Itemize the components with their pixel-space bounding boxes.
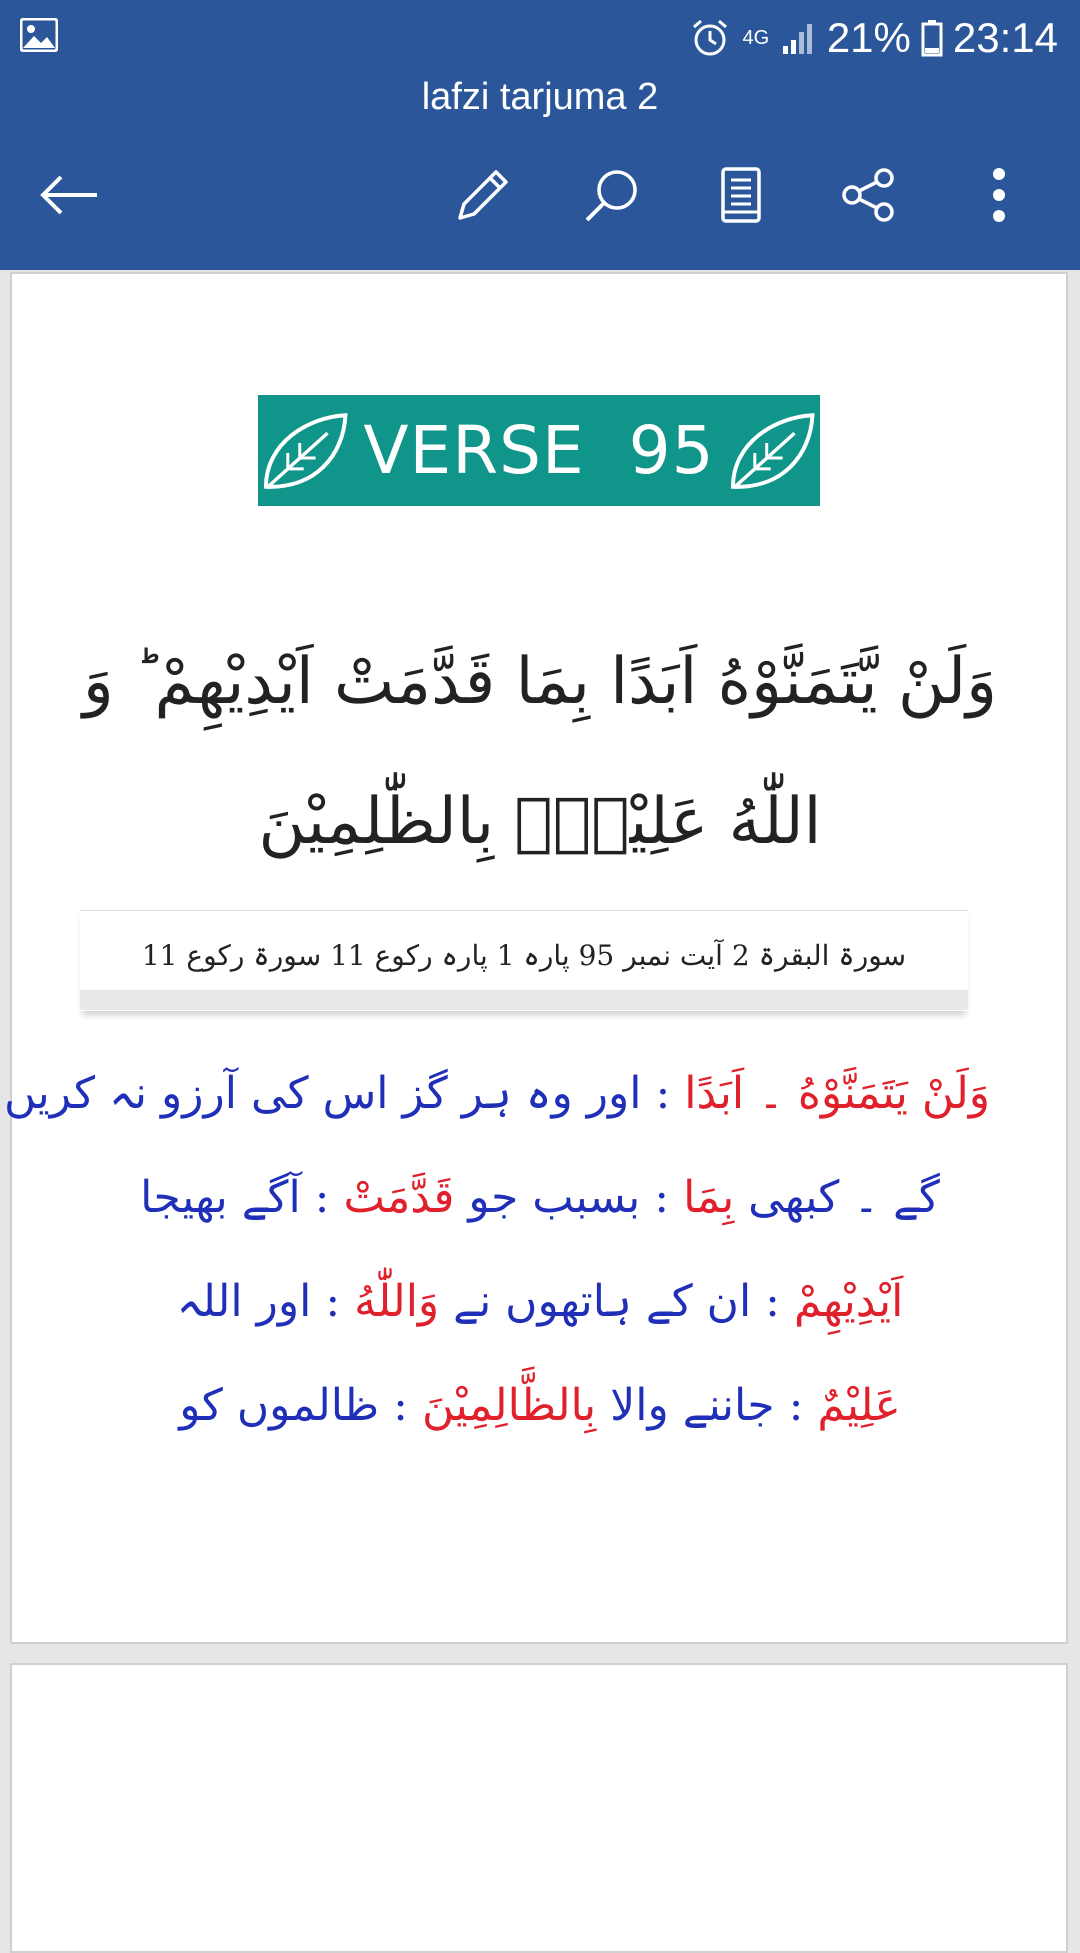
urdu-meaning: : بسبب جو [454,1172,684,1223]
status-indicators [689,12,1058,64]
arabic-term: اَيْدِيْهِمْ [793,1276,904,1327]
verse-number: VERSE 95 [363,412,715,489]
battery-icon [921,19,943,57]
translation-line-1 [4,1068,990,1119]
urdu-meaning: : جاننے والا [596,1380,818,1431]
gallery-icon [20,18,58,52]
urdu-meaning: گے ۔ کبھی [734,1172,940,1223]
edit-button[interactable] [448,160,518,230]
more-options-icon [989,166,1009,224]
share-button[interactable] [834,160,904,230]
back-arrow-icon [39,173,99,217]
status-bar [0,0,1080,76]
arabic-term: بِالظَّالِمِيْنَ [421,1380,597,1431]
arabic-term: بِمَا [683,1172,735,1223]
translation-line-2 [90,1172,990,1223]
pencil-icon [454,166,512,224]
arabic-term: وَاللّٰهُ [354,1276,440,1327]
back-button[interactable] [34,160,104,230]
more-options-button[interactable] [964,160,1034,230]
arabic-term: قَدَّمَتْ [343,1172,455,1223]
arabic-verse-line-2: اللّٰهُ عَلِيْمٌۢ بِالظّٰلِمِيْنَ [258,785,822,859]
translation-line-4 [90,1380,990,1431]
document-title: lafzi tarjuma 2 [421,76,659,118]
urdu-meaning: : ان کے ہاتھوں نے [439,1276,794,1327]
verse-reference: سورۃ البقرۃ 2 آیت نمبر 95 پارہ 1 پارہ رکوع 11 سورۃ رکوع 11 [141,939,907,972]
leaf-icon [258,403,353,499]
urdu-meaning: : اور وہ ہر گز اس کی آرزو نہ کریں [4,1068,685,1119]
arabic-term: عَلِيْمٌ [817,1380,901,1431]
clock: 23:14 [952,14,1058,61]
reading-mode-icon [719,166,763,224]
translation-line-3 [90,1276,990,1327]
battery-percent: 21% [826,14,911,61]
document-page-2 [10,1663,1068,1953]
alarm-icon [689,17,731,59]
verse-banner [258,395,820,506]
urdu-meaning: : ظالموں کو [179,1380,422,1431]
urdu-meaning: : اور اللہ [176,1276,355,1327]
network-type: 4G [742,27,770,49]
share-icon [840,166,898,224]
search-button[interactable] [577,160,647,230]
divider [80,990,968,1010]
signal-icon [781,20,817,56]
app-bar [0,0,1080,270]
urdu-meaning: : آگے بھیجا [140,1172,344,1223]
arabic-verse-line-1: وَلَنْ يَّتَمَنَّوْهُ اَبَدًا بِمَا قَدَّمَتْ اَيْدِيْهِمْ ؕ وَ [82,645,998,719]
reading-view-button[interactable] [706,160,776,230]
search-icon [583,166,641,224]
leaf-icon [725,403,820,499]
arabic-term: وَلَنْ يَتَمَنَّوْهُ ۔ اَبَدًا [684,1068,990,1119]
